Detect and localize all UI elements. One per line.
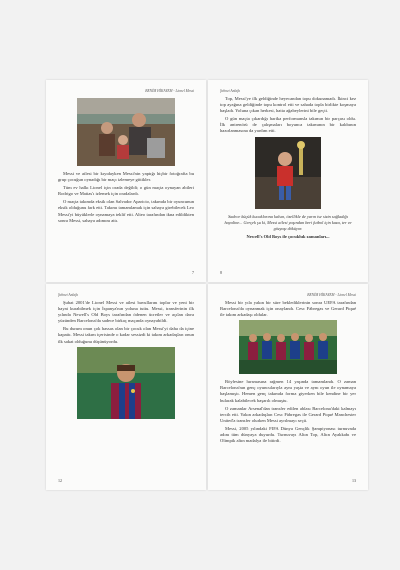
page-number: 13 (352, 477, 356, 483)
photo-caption: Sadece küçük kucaklarına kalsın, özellikle de yarın ise sizin sağladığı hayaline... Gerçek şu ki, Messi ailesi yaşından beri futbol için kaza, ter ve gözyaşı döküyor. (224, 213, 352, 231)
page-right-bottom (208, 284, 368, 490)
paragraph: O gün maçta çıkardığı harika performansla takımın bir parçası oldu. İlk antrenörü de çalışmaları boyunca takımının bir kalıbının hazırlanmasına da yardım etti. (220, 116, 356, 134)
running-header: BENİM HİKAYEM - Lionel Messi (145, 89, 194, 93)
page-left-bottom (46, 284, 206, 490)
messi-barcelona-photo (77, 347, 175, 419)
paragraph: Tüm ev halkı Lionel için orada değildi; o gün maçta oynayan abileri Rodrigo ve Matias'ı izlemek için oradalardı. (58, 185, 194, 197)
running-header: BENİM HİKAYEM - Lionel Messi (307, 293, 356, 297)
photo-caption-title: Newell's Old Boys ile çocukluk zamanları... (246, 233, 330, 239)
running-header: Şebnet Anlaftı (58, 293, 79, 297)
page-number: 8 (220, 269, 222, 275)
paragraph: O zamanlar Arsenal'dan transfer edilen ablası Barcelona'daki kalmayı tercih etti. Yakın arkadaşları Cesc Fàbregas ile Gerard Piqué Manchester United'a transfer olurken Messi ayrılmayı seçti. (220, 405, 356, 423)
paragraph: Top, Messi'ye ilk geldiğinde heyecandan topu dokunamadı. İkinci kez top ayağına geldiğinde topu kontrol etti ve sahada topla birlikte koşmaya başladı. Yoluna çıkan herkesi, hatta ağabeylerini bile geçti. (220, 96, 356, 114)
paragraph: Böylesine hırsmasına rağmen 14 yaşında tamamlandı. O zaman Barcelona'nın genç oyuncularıyla aynı yaşta ve aynı oyun ile oynamaya başlamıştı. Hemen genç takımda forma giyerken bile kendine bir yer bularak kalabilecek başarılı olmuştu. (220, 379, 356, 403)
paragraph: Messi, 2005 yılındaki FIFA Dünya Gençlik Şampiyonası turnuvada adını tüm dünyaya duyurdu. Turnuvayı Altın Top, Altın Ayakkabı ve Olimpik altın madalya ile bitirdi. (220, 425, 356, 444)
family-photo (77, 98, 175, 166)
paragraph: Messi ve ailesi bir kıyıdayken Messi'nin yaptığı hiçbir fotoğrafta bu grup çocuğun oynadığı bir maçı izlemeye gittikler. (58, 171, 194, 183)
paragraph: Messi bir yıla yakın bir süre beklediklerinin sonra UEFA tarafından Barcelona'da oynanmak için onaylandı. Cesc Fàbregas ve Gerard Piqué ile takım arkadaşı oldular. (220, 300, 356, 318)
running-header: Şebnet Anlaftı (220, 89, 241, 93)
child-trophy-photo (255, 137, 321, 209)
paragraph: O maçta takımda eksik olan Salvador Aparicio, takımda bir oyuncunun eksik olduğunu fark etti. Takımı tamamlamak için sahaya girebilecek Leo Messi'yi büyüklerle oynamaya teklif etti. Alteo tarafından ikna edildikten sonra Messi, sahaya adımını attı. (58, 199, 194, 223)
page-left-top (46, 80, 206, 282)
page-right-top (208, 80, 368, 282)
paragraph: Şubat 2001'de Lionel Messi ve ailesi bavullarını toplar ve yeni bir hayat kurabilmek için İspanya'nın yoluna tuttu. Messi, transferinin ilk yılında Newell's Old Boys tarafından ödenen ücretler ve açılan dava yüzünden Barcelona'da sadece birkaç maçında oynayabildi. (58, 300, 194, 324)
paragraph: Bu durum onun çok hassas olan bir çocuk olan Messi'yi daha da içine kapattı. Messi takım içerisinde o kadar sessizdi ki takım arkadaşları onun ilk sakat olduğunu düşünüyordu. (58, 326, 194, 344)
page-number: 12 (58, 477, 62, 483)
team-photo (239, 320, 337, 374)
page-number: 7 (192, 269, 194, 275)
